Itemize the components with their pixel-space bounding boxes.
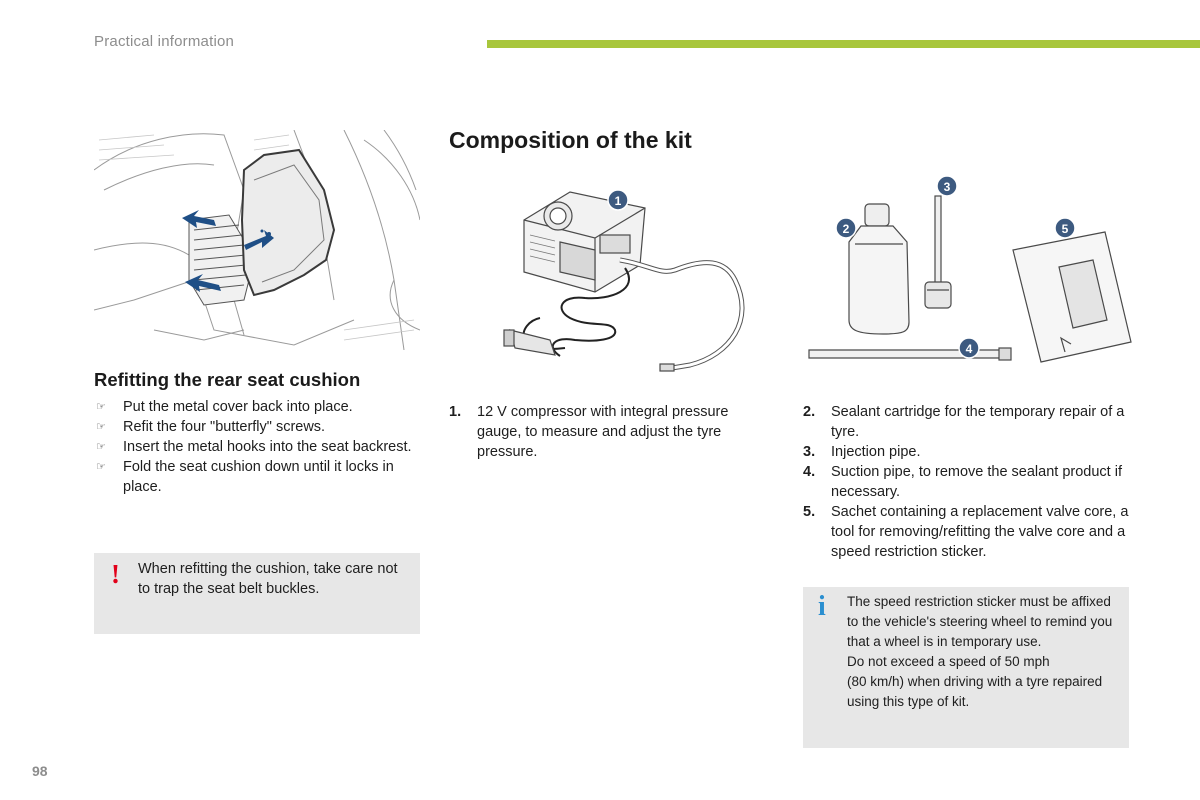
callout-3 — [937, 176, 957, 196]
item-text: Sealant cartridge for the temporary repair of a tyre. — [831, 404, 1125, 440]
list-item — [803, 442, 1133, 462]
list-item: ☞ Refit the four "butterfly" screws. — [96, 419, 326, 435]
kit-parts-illustration — [803, 172, 1138, 377]
item-text: Suction pipe, to remove the sealant product if necessary. — [831, 464, 1122, 500]
compressor-illustration — [500, 180, 760, 375]
svg-text:4: 4 — [965, 342, 973, 356]
item-text: Sachet containing a replacement valve core, a tool for removing/refitting the valve core and a speed restriction sticker. — [831, 504, 1129, 560]
info-line: Do not exceed a speed of 50 mph — [847, 654, 1050, 669]
info-icon: i — [818, 591, 826, 622]
svg-text:1: 1 — [614, 194, 622, 208]
callout-4 — [959, 338, 979, 358]
list-item — [803, 462, 1133, 502]
item-number: 4. — [803, 464, 816, 480]
callout-1 — [608, 190, 628, 210]
item-number: 2. — [803, 404, 816, 420]
item-text: Injection pipe. — [831, 444, 921, 460]
seat-cushion-illustration — [94, 130, 420, 350]
warning-text: When refitting the cushion, take care not to trap the seat belt buckles. — [138, 561, 398, 597]
item-number: 1. — [449, 404, 462, 420]
svg-text:3: 3 — [943, 180, 951, 194]
kit-items-list-right — [803, 402, 1133, 562]
pointing-hand-icon: ☞ — [96, 401, 106, 413]
info-callout — [803, 587, 1129, 748]
list-item — [449, 402, 749, 462]
list-item — [803, 402, 1133, 442]
list-item: ☞ Fold the seat cushion down until it locks in place. — [96, 459, 394, 495]
pointing-hand-icon: ☞ — [96, 441, 106, 453]
exclamation-icon: ! — [111, 559, 120, 589]
list-item — [803, 502, 1133, 562]
svg-text:2: 2 — [842, 222, 850, 236]
svg-text:5: 5 — [1061, 222, 1069, 236]
page-number: 98 — [32, 763, 48, 779]
info-line: (80 km/h) when driving with a tyre repaired using this type of kit. — [847, 674, 1103, 709]
item-number: 3. — [803, 444, 816, 460]
refit-steps-list — [94, 397, 420, 497]
list-item: ☞ Put the metal cover back into place. — [96, 399, 353, 415]
seat-cushion-heading: Refitting the rear seat cushion — [94, 369, 361, 390]
info-line: The speed restriction sticker must be affixed to the vehicle's steering wheel to remind you that a wheel is in temporary use. — [847, 594, 1113, 649]
pointing-hand-icon: ☞ — [96, 461, 106, 473]
callout-5 — [1055, 218, 1075, 238]
list-item: ☞ Insert the metal hooks into the seat backrest. — [96, 439, 412, 455]
info-text — [847, 592, 1123, 712]
kit-title: Composition of the kit — [449, 127, 692, 153]
callout-2 — [836, 218, 856, 238]
pointing-hand-icon: ☞ — [96, 421, 106, 433]
warning-callout — [94, 553, 420, 634]
item-number: 5. — [803, 504, 816, 520]
item-text: 12 V compressor with integral pressure gauge, to measure and adjust the tyre pressure. — [477, 404, 729, 460]
header-accent-bar — [487, 40, 1200, 48]
section-title: Practical information — [94, 33, 235, 50]
kit-items-list-left — [449, 402, 749, 462]
